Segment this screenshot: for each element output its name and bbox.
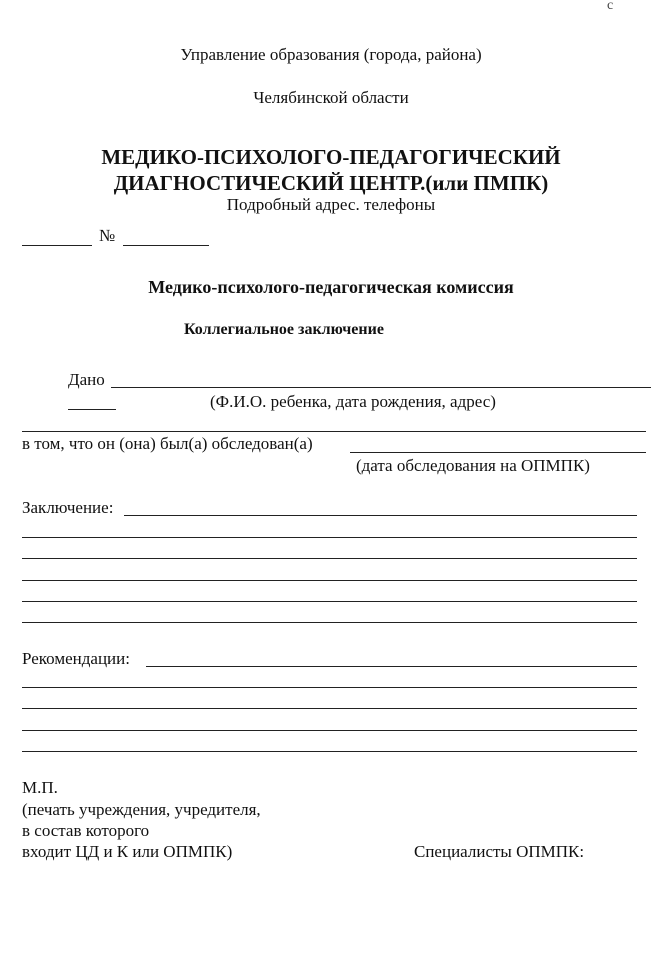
- specialists-label: Специалисты ОПМПК:: [414, 842, 585, 861]
- recommendations-line[interactable]: [22, 708, 637, 709]
- stamp-note-3: входит ЦД и К или ОПМПК): [22, 842, 233, 861]
- examined-date-field[interactable]: [350, 452, 646, 453]
- conclusion-line[interactable]: [22, 580, 637, 581]
- given-field-extra[interactable]: [68, 409, 116, 410]
- stamp-note-2: в состав которого: [22, 821, 150, 840]
- region-line: Челябинской области: [253, 88, 409, 107]
- given-label: Дано: [68, 370, 105, 389]
- center-title-2: ДИАГНОСТИЧЕСКИЙ ЦЕНТР.(или ПМПК): [113, 171, 549, 195]
- margin-mark: c: [607, 0, 614, 13]
- recommendations-label: Рекомендации:: [22, 649, 130, 668]
- stamp-note-1: (печать учреждения, учредителя,: [22, 800, 261, 819]
- recommendations-field[interactable]: [146, 666, 637, 667]
- given-field[interactable]: [111, 387, 651, 388]
- commission-title: Медико-психолого-педагогическая комиссия: [148, 277, 514, 297]
- recommendations-line[interactable]: [22, 687, 637, 688]
- address-line: Подробный адрес. телефоны: [226, 195, 436, 214]
- conclusion-line[interactable]: [22, 537, 637, 538]
- conclusion-label: Заключение:: [22, 498, 114, 517]
- recommendations-line[interactable]: [22, 751, 637, 752]
- number-blank[interactable]: [123, 245, 209, 246]
- center-title-1: МЕДИКО-ПСИХОЛОГО-ПЕДАГОГИЧЕСКИЙ: [101, 145, 561, 169]
- number-sign: №: [99, 226, 116, 245]
- department-line: Управление образования (города, района): [180, 45, 482, 64]
- conclusion-line[interactable]: [22, 622, 637, 623]
- recommendations-line[interactable]: [22, 730, 637, 731]
- document-title: Коллегиальное заключение: [184, 321, 384, 338]
- conclusion-line[interactable]: [22, 558, 637, 559]
- given-hint: (Ф.И.О. ребенка, дата рождения, адрес): [210, 392, 496, 411]
- date-blank[interactable]: [22, 245, 92, 246]
- stamp-mp: М.П.: [22, 778, 58, 797]
- conclusion-field[interactable]: [124, 515, 637, 516]
- given-field-line-2[interactable]: [22, 431, 646, 432]
- examined-label: в том, что он (она) был(а) обследован(а): [22, 434, 313, 453]
- conclusion-line[interactable]: [22, 601, 637, 602]
- examined-hint: (дата обследования на ОПМПК): [356, 456, 590, 475]
